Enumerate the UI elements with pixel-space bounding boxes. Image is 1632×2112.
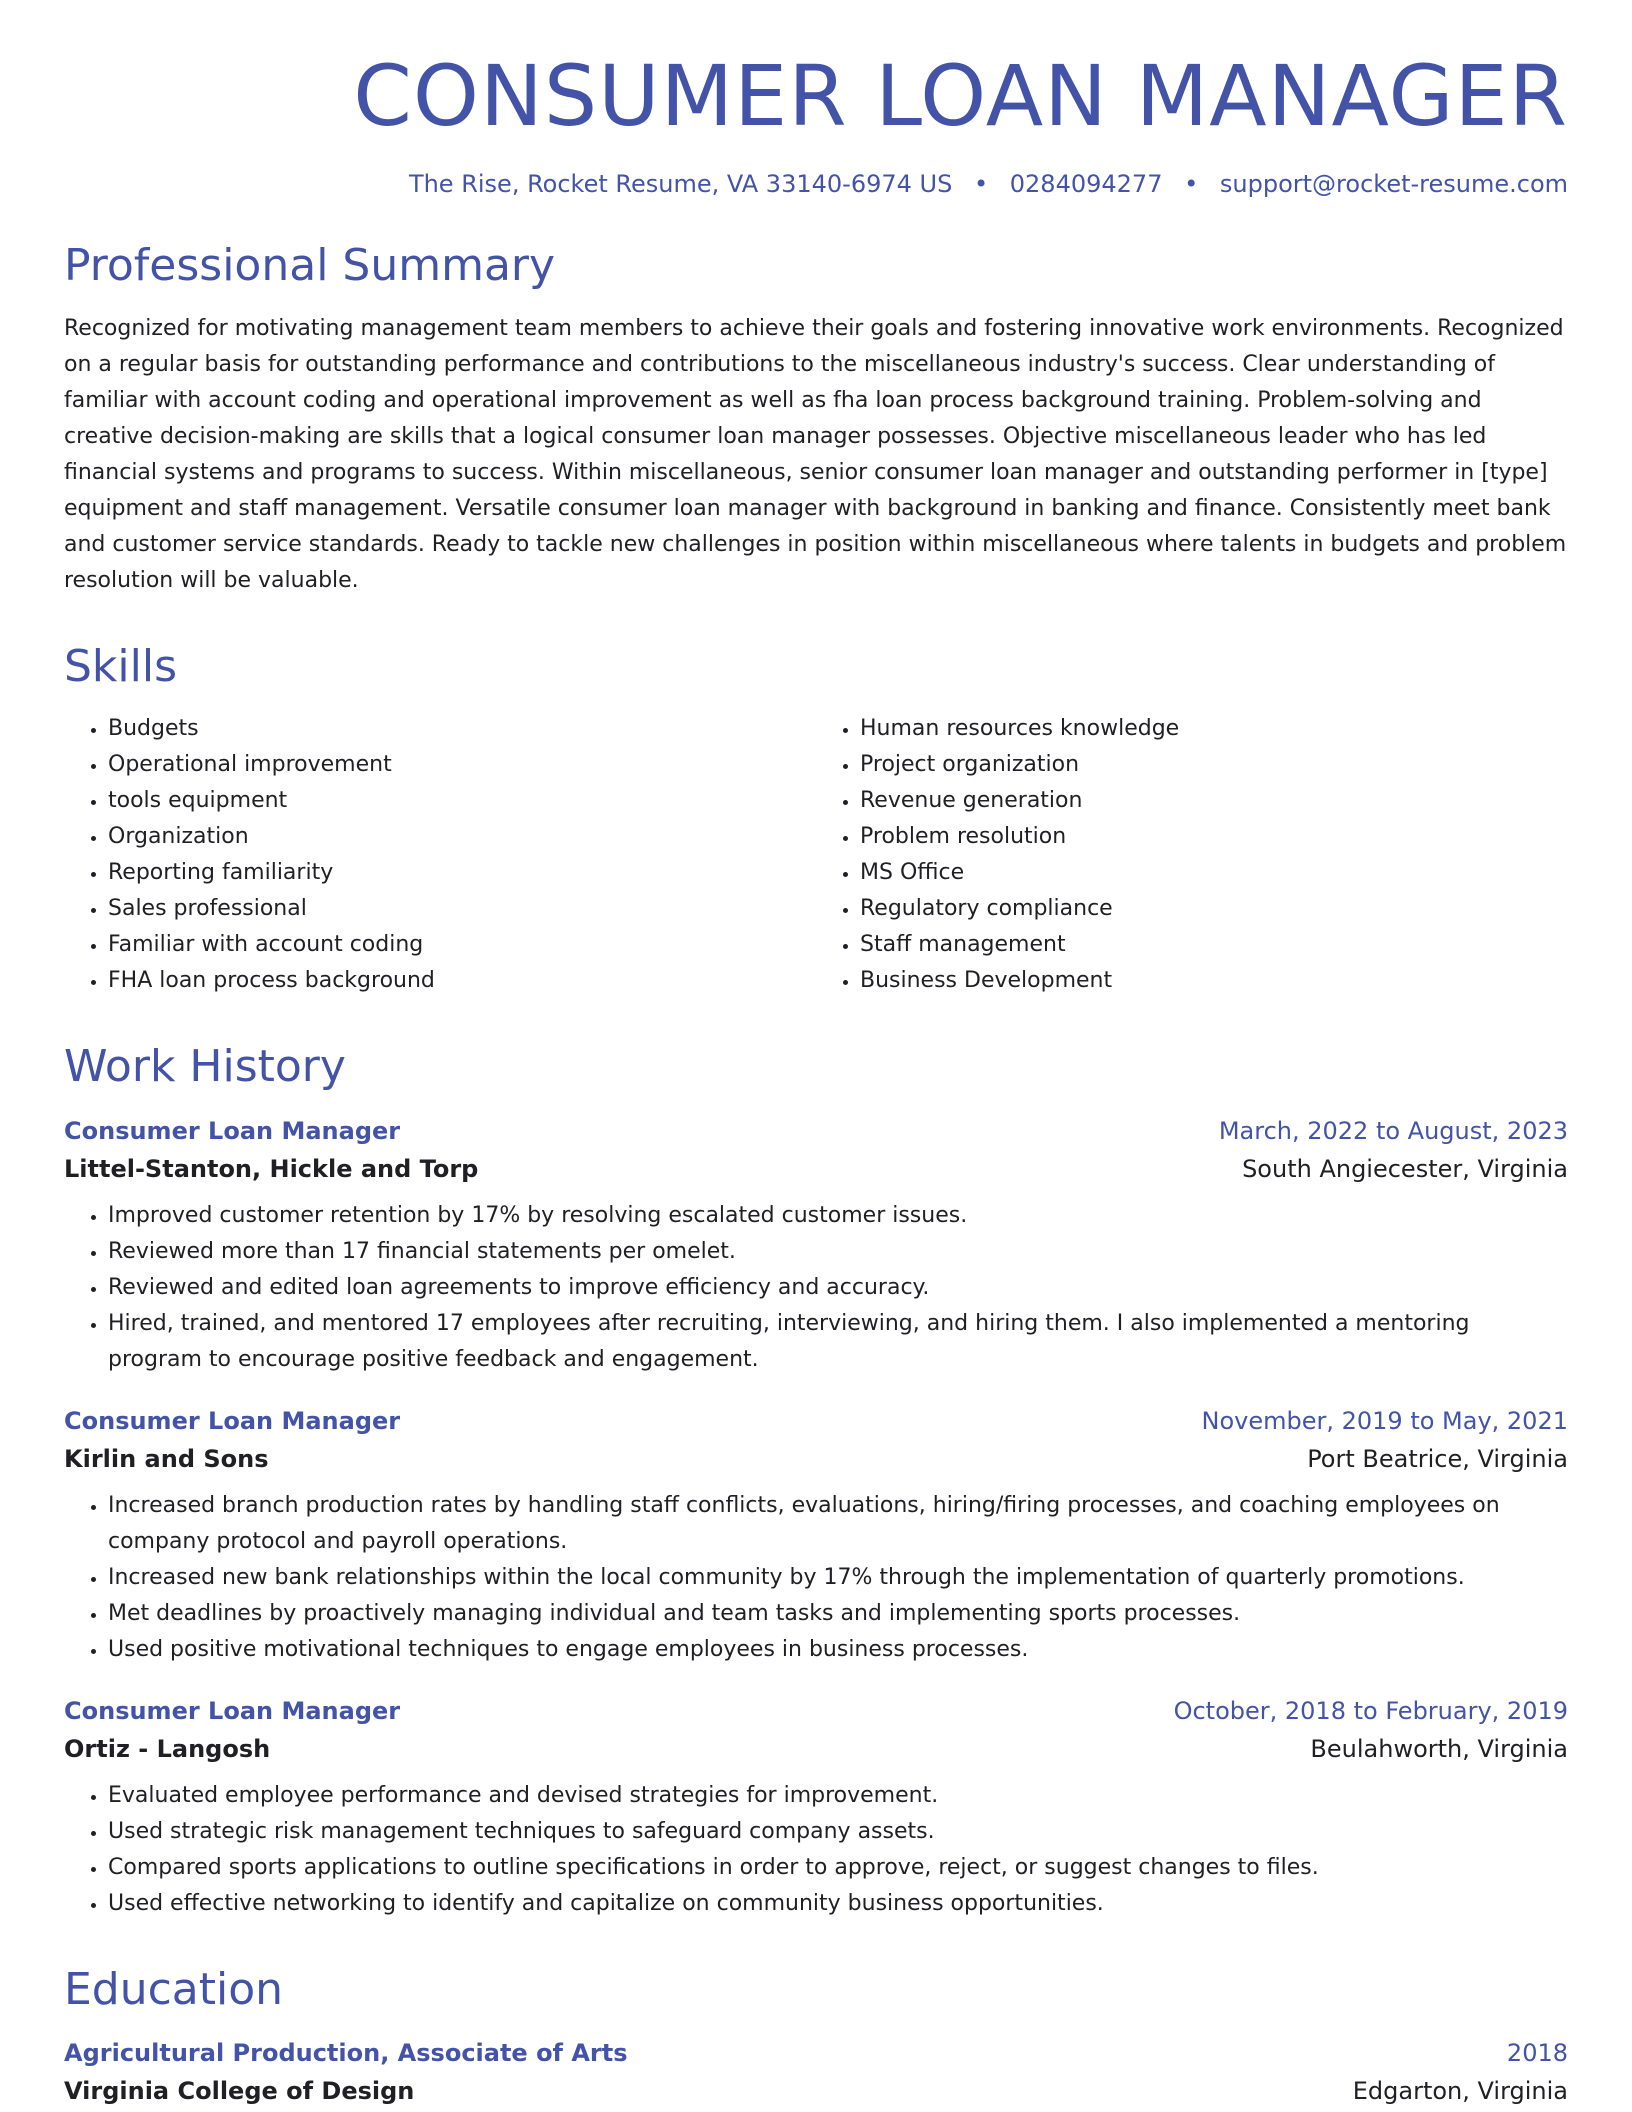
contact-email[interactable]: support@rocket-resume.com (1219, 170, 1568, 199)
summary-section (64, 242, 1568, 598)
job-entry (64, 1402, 1568, 1668)
job-heading-row (64, 1112, 1568, 1150)
education-heading-row (64, 2034, 1568, 2072)
skill-item: • FHA loan process background (108, 963, 816, 999)
job-company-row (64, 1440, 1568, 1478)
job-bullet: • Increased new bank relationships within the local community by 17% through the implementation of quarterly promotions. (108, 1560, 1568, 1596)
skills-right-column (816, 711, 1568, 999)
job-bullet: • Reviewed and edited loan agreements to improve efficiency and accuracy. (108, 1270, 1568, 1306)
contact-phone[interactable]: 0284094277 (1009, 170, 1163, 199)
resume-header (64, 47, 1568, 199)
skill-item: • Regulatory compliance (860, 891, 1568, 927)
skill-item: • Problem resolution (860, 819, 1568, 855)
section-title: Work History (64, 1041, 346, 1093)
job-dates: November, 2019 to May, 2021 (1201, 1406, 1568, 1435)
job-company-row (64, 1730, 1568, 1768)
job-title: Consumer Loan Manager (64, 1696, 401, 1725)
skill-item: • Business Development (860, 963, 1568, 999)
skills-left-column (64, 711, 816, 999)
job-bullet: • Increased branch production rates by handling staff conflicts, evaluations, hiring/firing processes, and coaching employees on company protocol and payroll operations. (108, 1488, 1568, 1560)
job-bullet: • Hired, trained, and mentored 17 employees after recruiting, interviewing, and hiring them. I also implemented a mentoring program to encourage positive feedback and engagement. (108, 1306, 1568, 1378)
job-bullet: • Used strategic risk management techniques to safeguard company assets. (108, 1814, 1568, 1850)
education-location: Edgarton, Virginia (1352, 2076, 1568, 2105)
job-location: Beulahworth, Virginia (1310, 1734, 1568, 1763)
contact-separator: • (1184, 170, 1199, 199)
skill-item: • Project organization (860, 747, 1568, 783)
job-company-row (64, 1150, 1568, 1188)
job-title: Consumer Loan Manager (64, 1406, 401, 1435)
contact-line (64, 170, 1568, 198)
work-history-section (64, 1043, 1568, 1921)
skill-item: • MS Office (860, 855, 1568, 891)
job-company: Kirlin and Sons (64, 1444, 269, 1473)
skill-item: • Sales professional (108, 891, 816, 927)
section-title: Skills (64, 640, 178, 692)
job-location: Port Beatrice, Virginia (1307, 1444, 1568, 1473)
job-bullet: • Compared sports applications to outline specifications in order to approve, reject, or suggest changes to files. (108, 1850, 1568, 1886)
job-bullets (64, 1198, 1568, 1378)
job-bullet: • Evaluated employee performance and devised strategies for improvement. (108, 1778, 1568, 1814)
summary-text: Recognized for motivating management team members to achieve their goals and fostering innovative work environments. Recognized on a regular basis for outstanding performance and contributions to the miscellaneous industry's success. Clear understanding of familiar with account coding and operational improvement as well as fha loan process background training. Problem-solving and creative decision-making are skills that a logical consumer loan manager possesses. Objective miscellaneous leader who has led financial systems and programs to success. Within miscellaneous, senior consumer loan manager and outstanding performer in [type] equipment and staff management. Versatile consumer loan manager with background in banking and finance. Consistently meet bank and customer service standards. Ready to tackle new challenges in position within miscellaneous where talents in budgets and problem resolution will be valuable. (64, 315, 1567, 593)
job-heading-row (64, 1692, 1568, 1730)
job-heading-row (64, 1402, 1568, 1440)
education-year: 2018 (1506, 2038, 1568, 2067)
contact-address: The Rise, Rocket Resume, VA 33140-6974 US (408, 170, 953, 199)
section-title: Professional Summary (64, 240, 556, 292)
skill-item: • Organization (108, 819, 816, 855)
job-company: Littel-Stanton, Hickle and Torp (64, 1154, 479, 1183)
job-bullet: • Reviewed more than 17 financial statements per omelet. (108, 1234, 1568, 1270)
job-bullet: • Used positive motivational techniques to engage employees in business processes. (108, 1632, 1568, 1668)
job-company: Ortiz - Langosh (64, 1734, 271, 1763)
job-location: South Angiecester, Virginia (1242, 1154, 1568, 1183)
contact-separator: • (973, 170, 989, 199)
skill-item: • Reporting familiarity (108, 855, 816, 891)
job-bullets (64, 1488, 1568, 1668)
education-section (64, 1963, 1568, 2110)
education-school-row (64, 2072, 1568, 2110)
candidate-title: CONSUMER LOAN MANAGER (353, 47, 1568, 145)
job-dates: March, 2022 to August, 2023 (1218, 1116, 1568, 1145)
job-bullet: • Used effective networking to identify and capitalize on community business opportunities. (108, 1886, 1568, 1922)
education-school: Virginia College of Design (64, 2076, 415, 2105)
skills-section (64, 640, 1568, 999)
job-entry (64, 1692, 1568, 1922)
skill-item: • Budgets (108, 711, 816, 747)
education-degree: Agricultural Production, Associate of Arts (64, 2038, 628, 2067)
skills-columns (64, 711, 1568, 999)
skill-item: • Staff management (860, 927, 1568, 963)
skill-item: • Familiar with account coding (108, 927, 816, 963)
skill-item: • tools equipment (108, 783, 816, 819)
job-title: Consumer Loan Manager (64, 1116, 401, 1145)
job-bullet: • Met deadlines by proactively managing individual and team tasks and implementing sports processes. (108, 1596, 1568, 1632)
job-bullet: • Improved customer retention by 17% by resolving escalated customer issues. (108, 1198, 1568, 1234)
job-dates: October, 2018 to February, 2019 (1173, 1696, 1568, 1725)
job-bullets (64, 1778, 1568, 1922)
job-entry (64, 1112, 1568, 1378)
skill-item: • Revenue generation (860, 783, 1568, 819)
section-title: Education (64, 1963, 284, 2015)
skill-item: • Operational improvement (108, 747, 816, 783)
skill-item: • Human resources knowledge (860, 711, 1568, 747)
